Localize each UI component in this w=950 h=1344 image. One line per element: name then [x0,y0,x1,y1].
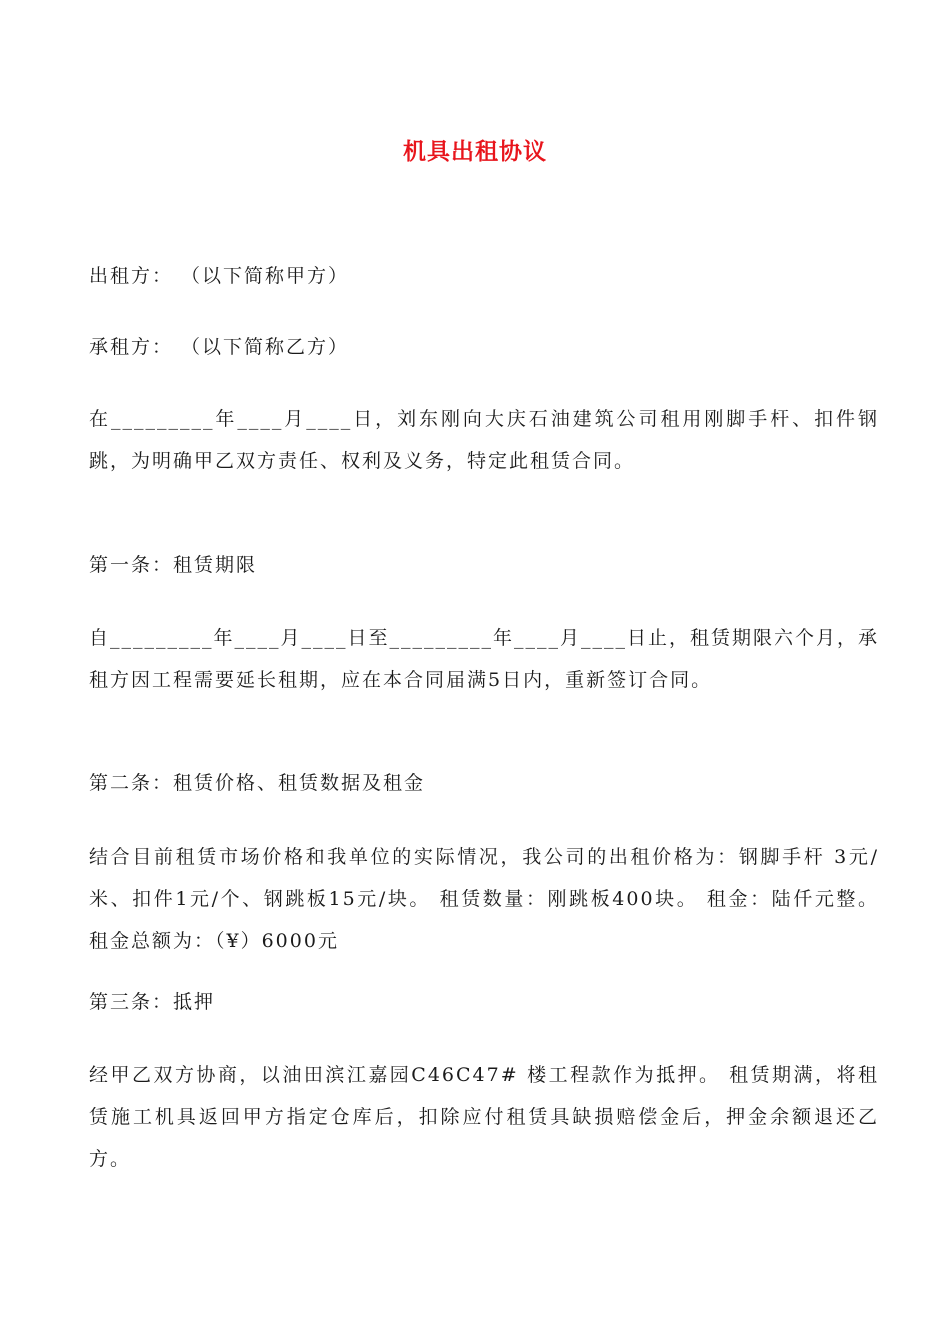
lessee-line: 承租方： （以下简称乙方） [89,336,350,358]
section-1-heading: 第一条：租赁期限 [89,554,258,576]
section-2-heading: 第二条：租赁价格、租赁数据及租金 [89,772,426,794]
section-3-body: 经甲乙双方协商，以油田滨江嘉园C46C47# 楼工程款作为抵押。 租赁期满，将租赁施工机具返回甲方指定仓库后，扣除应付租赁具缺损赔偿金后，押金余额退还乙方。 [89,1064,879,1170]
section-2-body: 结合目前租赁市场价格和我单位的实际情况，我公司的出租价格为：钢脚手杆 3元/米、扣件1元/个、钢跳板15元/块。 租赁数量：刚跳板400块。 租金：陆仟元整。 租金总额为：（¥）6000元 [89,846,879,952]
section-3-heading: 第三条：抵押 [89,991,216,1013]
document-title: 机具出租协议 [403,139,547,165]
section-1-body: 自_________年____月____日至_________年____月____日止，租赁期限六个月，承租方因工程需要延长租期，应在本合同届满5日内，重新签订合同。 [89,627,880,691]
lessor-line: 出租方： （以下简称甲方） [89,265,350,287]
intro-paragraph: 在_________年____月____日，刘东刚向大庆石油建筑公司租用刚脚手杆、扣件钢跳，为明确甲乙双方责任、权利及义务，特定此租赁合同。 [89,408,879,472]
